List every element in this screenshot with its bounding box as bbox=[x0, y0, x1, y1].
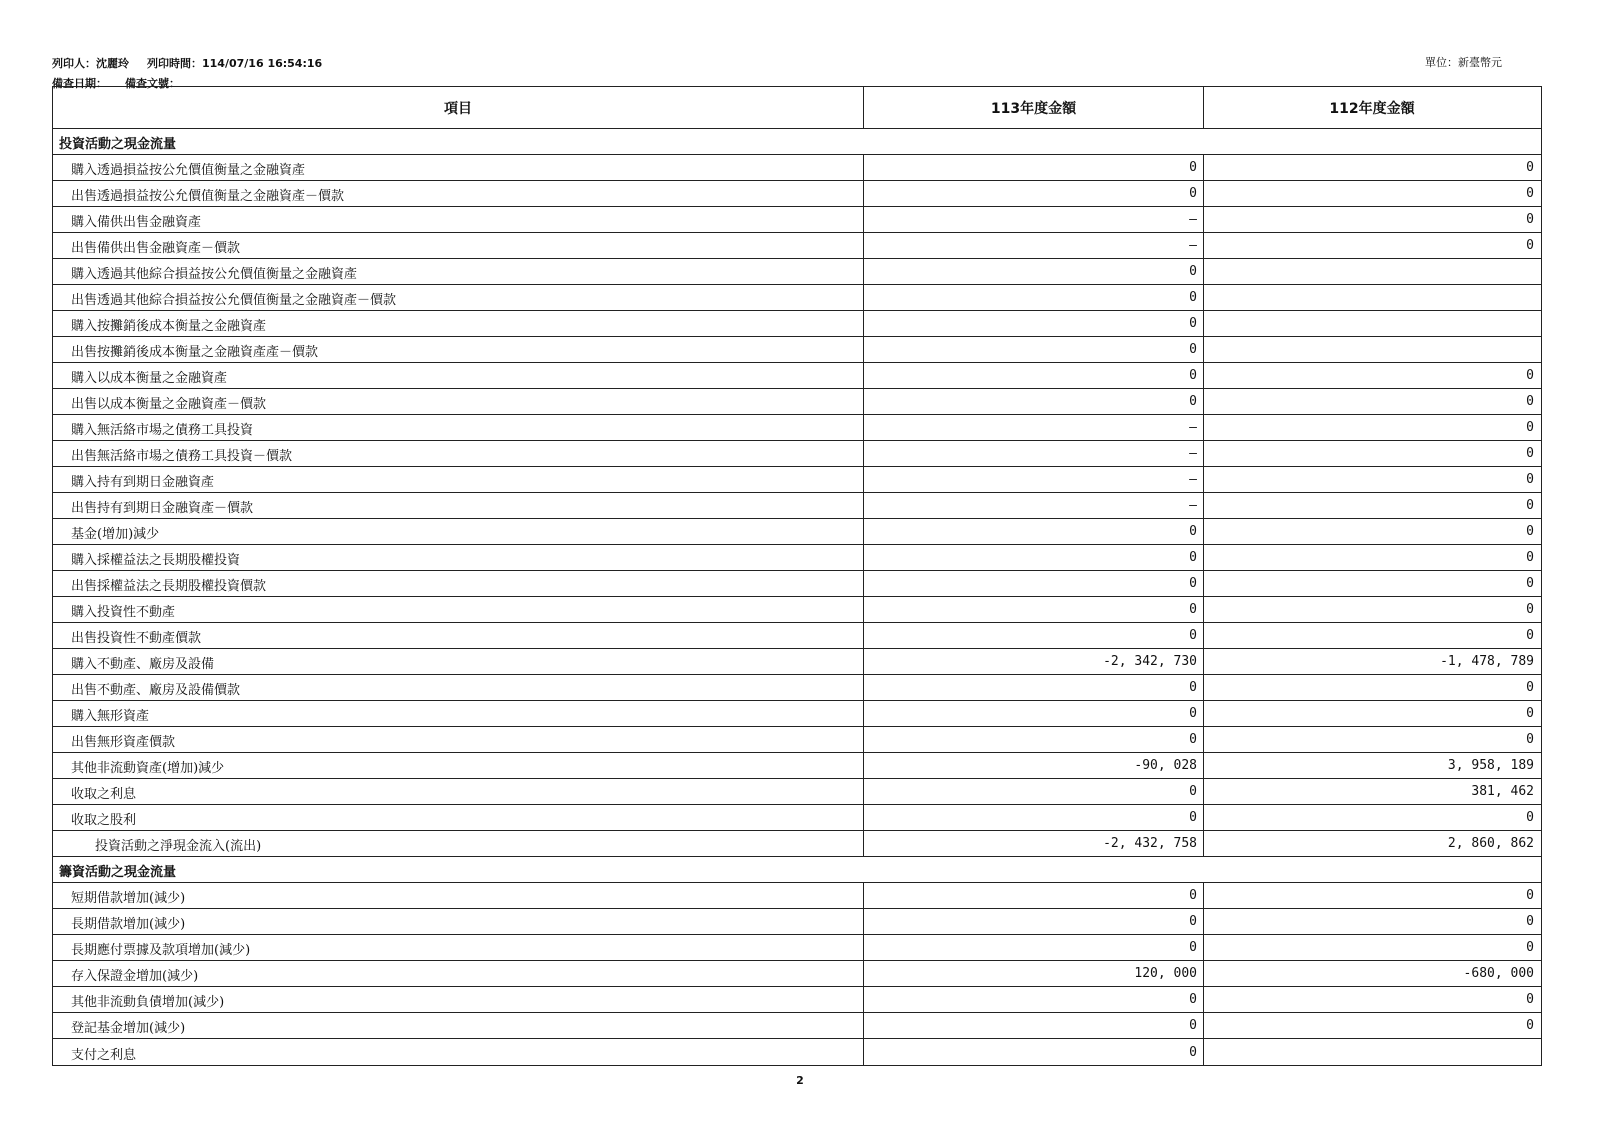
table-row bbox=[53, 623, 1541, 649]
value-112 bbox=[1203, 337, 1540, 362]
table-row bbox=[53, 415, 1541, 441]
value-112: 0 bbox=[1203, 207, 1540, 232]
row-label: 收取之股利 bbox=[71, 813, 137, 828]
value-113: 0 bbox=[863, 935, 1203, 960]
row-label: 出售透過其他綜合損益按公允價值衡量之金融資產－價款 bbox=[71, 293, 397, 308]
value-112 bbox=[1203, 311, 1540, 336]
value-112: 0 bbox=[1203, 519, 1540, 544]
value-112 bbox=[1203, 259, 1540, 284]
value-113: 0 bbox=[863, 389, 1203, 414]
table-row bbox=[53, 337, 1541, 363]
table-row bbox=[53, 753, 1541, 779]
table-row bbox=[53, 1013, 1541, 1039]
row-label: 購入無形資產 bbox=[71, 709, 150, 724]
table-row bbox=[53, 961, 1541, 987]
value-113: 0 bbox=[863, 311, 1203, 336]
row-label: 其他非流動資產(增加)減少 bbox=[71, 761, 225, 776]
row-label: 支付之利息 bbox=[71, 1048, 137, 1063]
table-row bbox=[53, 571, 1541, 597]
table-row bbox=[53, 805, 1541, 831]
value-113: — bbox=[863, 233, 1203, 258]
value-112: 0 bbox=[1203, 935, 1540, 960]
unit-label: 單位：新臺幣元 bbox=[1425, 56, 1502, 69]
row-label: 購入不動產、廠房及設備 bbox=[71, 657, 215, 672]
row-label: 購入持有到期日金融資產 bbox=[71, 475, 215, 490]
table-row bbox=[53, 233, 1541, 259]
value-113: — bbox=[863, 493, 1203, 518]
value-113: 0 bbox=[863, 519, 1203, 544]
row-label: 其他非流動負債增加(減少) bbox=[71, 995, 225, 1010]
row-label: 購入採權益法之長期股權投資 bbox=[71, 553, 241, 568]
value-112 bbox=[1203, 1039, 1540, 1065]
row-label: 出售無活絡市場之債務工具投資－價款 bbox=[71, 449, 293, 464]
value-113: 0 bbox=[863, 259, 1203, 284]
value-112: 0 bbox=[1203, 441, 1540, 466]
col-112-header: 112年度金額 bbox=[1203, 87, 1540, 128]
table-row bbox=[53, 155, 1541, 181]
value-112: 0 bbox=[1203, 805, 1540, 830]
value-112: 381, 462 bbox=[1203, 779, 1540, 804]
row-label: 購入以成本衡量之金融資產 bbox=[71, 371, 228, 386]
row-label: 出售按攤銷後成本衡量之金融資產產－價款 bbox=[71, 345, 319, 360]
table-row bbox=[53, 207, 1541, 233]
value-113: -2, 342, 730 bbox=[863, 649, 1203, 674]
table-row bbox=[53, 259, 1541, 285]
value-113: 0 bbox=[863, 285, 1203, 310]
value-112: 0 bbox=[1203, 233, 1540, 258]
table-body bbox=[53, 129, 1541, 1065]
value-112: 0 bbox=[1203, 181, 1540, 206]
table-row bbox=[53, 311, 1541, 337]
row-label: 出售備供出售金融資產－價款 bbox=[71, 241, 241, 256]
value-113: 0 bbox=[863, 155, 1203, 180]
value-113: 0 bbox=[863, 1039, 1203, 1065]
row-label: 出售不動產、廠房及設備價款 bbox=[71, 683, 241, 698]
table-header bbox=[53, 87, 1541, 129]
value-112: 0 bbox=[1203, 493, 1540, 518]
value-113: 120, 000 bbox=[863, 961, 1203, 986]
table-row bbox=[53, 883, 1541, 909]
row-label: 購入投資性不動產 bbox=[71, 605, 176, 620]
value-113: -90, 028 bbox=[863, 753, 1203, 778]
check-date: 備查日期： bbox=[52, 77, 107, 90]
table-row bbox=[53, 779, 1541, 805]
row-label: 長期借款增加(減少) bbox=[71, 917, 186, 932]
value-113: -2, 432, 758 bbox=[863, 831, 1203, 856]
row-label: 出售採權益法之長期股權投資價款 bbox=[71, 579, 267, 594]
row-label: 購入無活絡市場之債務工具投資 bbox=[71, 423, 254, 438]
value-112: -680, 000 bbox=[1203, 961, 1540, 986]
value-113: 0 bbox=[863, 675, 1203, 700]
value-113: 0 bbox=[863, 701, 1203, 726]
value-112: 0 bbox=[1203, 883, 1540, 908]
row-label: 投資活動之淨現金流入(流出) bbox=[95, 839, 262, 854]
value-112: 0 bbox=[1203, 987, 1540, 1012]
value-113: 0 bbox=[863, 883, 1203, 908]
row-label: 出售以成本衡量之金融資產－價款 bbox=[71, 397, 267, 412]
section-title: 投資活動之現金流量 bbox=[59, 137, 177, 152]
print-time: 列印時間：114/07/16 16:54:16 bbox=[147, 57, 323, 70]
value-112: 0 bbox=[1203, 727, 1540, 752]
section-title: 籌資活動之現金流量 bbox=[59, 865, 177, 880]
table-row bbox=[53, 363, 1541, 389]
table-row bbox=[53, 493, 1541, 519]
value-113: 0 bbox=[863, 1013, 1203, 1038]
value-113: — bbox=[863, 441, 1203, 466]
table-row bbox=[53, 441, 1541, 467]
table-row bbox=[53, 987, 1541, 1013]
row-label: 基金(增加)減少 bbox=[71, 527, 160, 542]
table-row bbox=[53, 935, 1541, 961]
value-112: 0 bbox=[1203, 909, 1540, 934]
row-label: 存入保證金增加(減少) bbox=[71, 969, 199, 984]
row-label: 購入備供出售金融資產 bbox=[71, 215, 202, 230]
table-row bbox=[53, 1039, 1541, 1065]
col-113-header: 113年度金額 bbox=[863, 87, 1203, 128]
value-112 bbox=[1203, 285, 1540, 310]
cash-flow-table bbox=[52, 86, 1542, 1066]
row-label: 收取之利息 bbox=[71, 787, 137, 802]
row-label: 購入按攤銷後成本衡量之金融資產 bbox=[71, 319, 267, 334]
value-113: 0 bbox=[863, 181, 1203, 206]
section-header bbox=[53, 857, 1541, 883]
page-number: 2 bbox=[796, 1074, 804, 1087]
value-112: 0 bbox=[1203, 675, 1540, 700]
table-row bbox=[53, 909, 1541, 935]
section-header bbox=[53, 129, 1541, 155]
row-label: 購入透過其他綜合損益按公允價值衡量之金融資產 bbox=[71, 267, 358, 282]
table-row bbox=[53, 727, 1541, 753]
printer-label: 列印人：沈麗玲 bbox=[52, 57, 129, 70]
value-112: 0 bbox=[1203, 701, 1540, 726]
table-row bbox=[53, 597, 1541, 623]
value-113: 0 bbox=[863, 805, 1203, 830]
value-113: 0 bbox=[863, 545, 1203, 570]
value-112: 0 bbox=[1203, 597, 1540, 622]
row-label: 出售投資性不動產價款 bbox=[71, 631, 202, 646]
value-112: 0 bbox=[1203, 623, 1540, 648]
value-113: — bbox=[863, 207, 1203, 232]
value-113: 0 bbox=[863, 337, 1203, 362]
value-112: 0 bbox=[1203, 1013, 1540, 1038]
value-112: 3, 958, 189 bbox=[1203, 753, 1540, 778]
row-label: 短期借款增加(減少) bbox=[71, 891, 186, 906]
value-112: 0 bbox=[1203, 389, 1540, 414]
value-113: — bbox=[863, 467, 1203, 492]
row-label: 長期應付票據及款項增加(減少) bbox=[71, 943, 251, 958]
value-113: 0 bbox=[863, 363, 1203, 388]
value-112: 0 bbox=[1203, 545, 1540, 570]
value-113: 0 bbox=[863, 727, 1203, 752]
table-row bbox=[53, 285, 1541, 311]
value-112: -1, 478, 789 bbox=[1203, 649, 1540, 674]
row-label: 出售無形資產價款 bbox=[71, 735, 176, 750]
value-112: 0 bbox=[1203, 363, 1540, 388]
row-label: 購入透過損益按公允價值衡量之金融資產 bbox=[71, 163, 306, 178]
table-row bbox=[53, 649, 1541, 675]
value-112: 0 bbox=[1203, 467, 1540, 492]
total-row bbox=[53, 831, 1541, 857]
value-113: 0 bbox=[863, 597, 1203, 622]
value-113: — bbox=[863, 415, 1203, 440]
check-doc: 備查文號： bbox=[125, 77, 180, 90]
value-112: 0 bbox=[1203, 571, 1540, 596]
value-113: 0 bbox=[863, 987, 1203, 1012]
table-row bbox=[53, 545, 1541, 571]
col-item-header: 項目 bbox=[444, 100, 472, 117]
value-112: 0 bbox=[1203, 155, 1540, 180]
value-113: 0 bbox=[863, 623, 1203, 648]
row-label: 登記基金增加(減少) bbox=[71, 1021, 186, 1036]
value-113: 0 bbox=[863, 779, 1203, 804]
table-row bbox=[53, 519, 1541, 545]
table-row bbox=[53, 389, 1541, 415]
value-113: 0 bbox=[863, 909, 1203, 934]
table-row bbox=[53, 701, 1541, 727]
table-row bbox=[53, 675, 1541, 701]
value-113: 0 bbox=[863, 571, 1203, 596]
value-112: 2, 860, 862 bbox=[1203, 831, 1540, 856]
table-row bbox=[53, 467, 1541, 493]
table-row bbox=[53, 181, 1541, 207]
value-112: 0 bbox=[1203, 415, 1540, 440]
row-label: 出售持有到期日金融資產－價款 bbox=[71, 501, 254, 516]
row-label: 出售透過損益按公允價值衡量之金融資產－價款 bbox=[71, 189, 345, 204]
